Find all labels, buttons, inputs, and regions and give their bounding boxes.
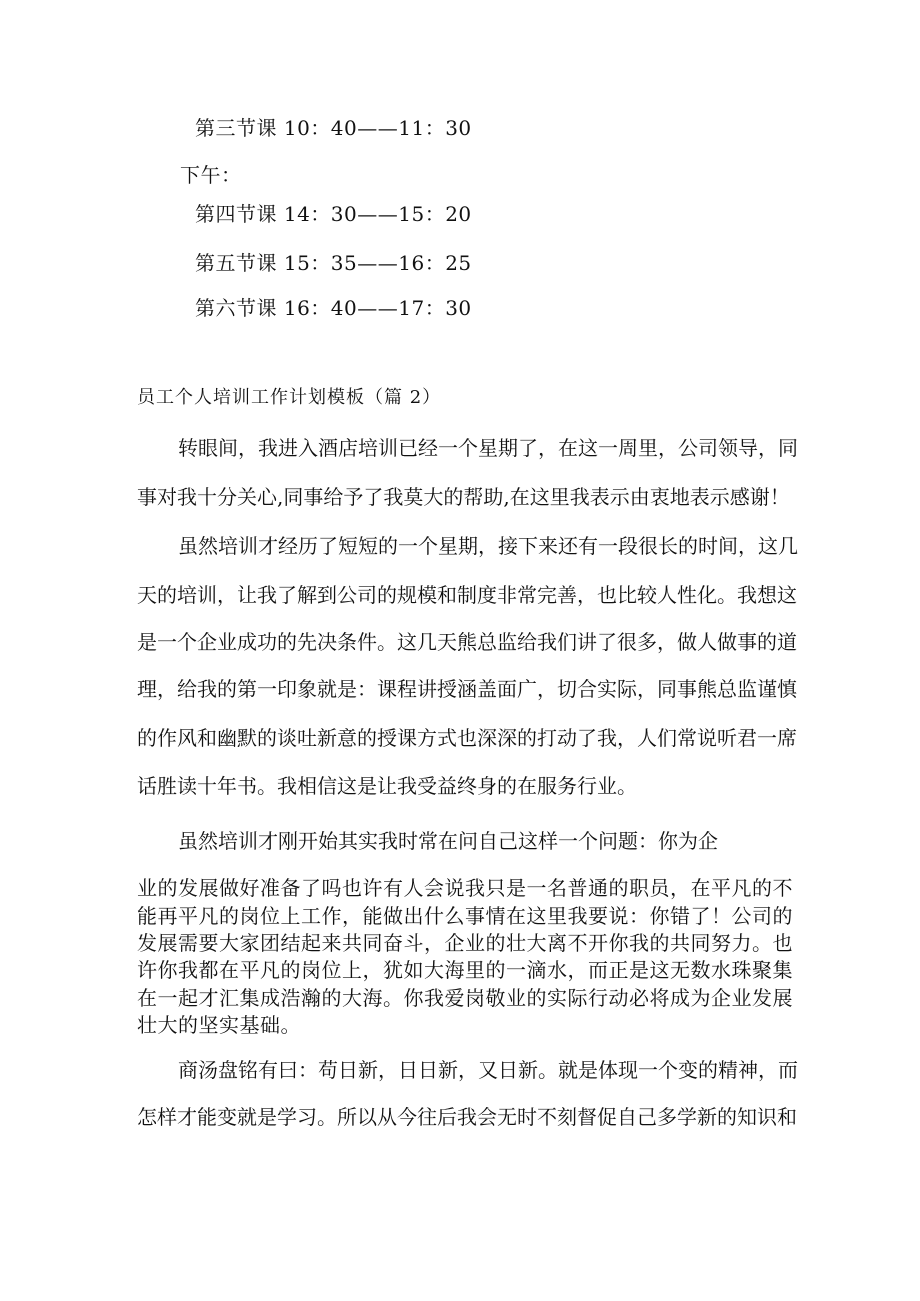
paragraph-line: 能再平凡的岗位上工作，能做出什么事情在这里我要说：你错了！公司的: [137, 904, 793, 928]
paragraph-line: 许你我都在平凡的岗位上，犹如大海里的一滴水，而正是这无数水珠聚集: [137, 958, 793, 982]
schedule-line-4: 第四节课 14：30——15：20: [195, 202, 472, 226]
paragraph-line: 虽然培训才刚开始其实我时常在问自己这样一个问题：你为企: [178, 829, 718, 853]
paragraph-line: 事对我十分关心,同事给予了我莫大的帮助,在这里我表示由衷地表示感谢！: [137, 485, 790, 509]
schedule-line-3: 第三节课 10：40——11：30: [195, 116, 472, 140]
paragraph-line: 转眼间，我进入酒店培训已经一个星期了，在这一周里，公司领导，同: [178, 436, 798, 460]
paragraph-line: 天的培训，让我了解到公司的规模和制度非常完善，也比较人性化。我想这: [137, 583, 797, 607]
paragraph-line: 业的发展做好准备了吗也许有人会说我只是一名普通的职员，在平凡的不: [137, 876, 793, 900]
paragraph-line: 理，给我的第一印象就是：课程讲授涵盖面广，切合实际，同事熊总监谨慎: [137, 677, 797, 701]
paragraph-line: 发展需要大家团结起来共同奋斗，企业的壮大离不开你我的共同努力。也: [137, 931, 793, 955]
paragraph-line: 话胜读十年书。我相信这是让我受益终身的在服务行业。: [137, 774, 637, 798]
paragraph-line: 在一起才汇集成浩瀚的大海。你我爱岗敬业的实际行动必将成为企业发展: [137, 986, 793, 1010]
paragraph-line: 壮大的坚实基础。: [137, 1013, 301, 1037]
section-title: 员工个人培训工作计划模板（篇 2）: [137, 387, 442, 408]
paragraph-line: 怎样才能变就是学习。所以从今往后我会无时不刻督促自己多学新的知识和: [137, 1105, 797, 1129]
paragraph-line: 的作风和幽默的谈吐新意的授课方式也深深的打动了我，人们常说听君一席: [137, 726, 797, 750]
schedule-line-5: 第五节课 15：35——16：25: [195, 251, 472, 275]
afternoon-label: 下午：: [180, 163, 242, 187]
schedule-line-6: 第六节课 16：40——17：30: [195, 296, 472, 320]
paragraph-line: 是一个企业成功的先决条件。这几天熊总监给我们讲了很多，做人做事的道: [137, 630, 797, 654]
paragraph-line: 商汤盘铭有曰：苟日新，日日新，又日新。就是体现一个变的精神，而: [178, 1058, 798, 1082]
paragraph-line: 虽然培训才经历了短短的一个星期，接下来还有一段很长的时间，这几: [178, 534, 798, 558]
